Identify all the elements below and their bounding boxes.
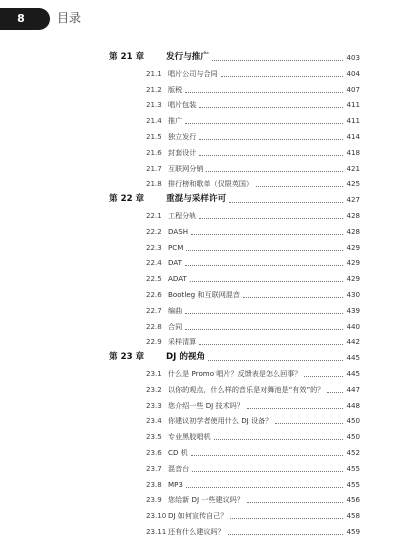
page-reference: 404 (346, 68, 360, 78)
leader-dots (186, 486, 344, 488)
page-reference: 445 (346, 368, 360, 378)
section-title: 推广 (168, 116, 183, 126)
toc-chapter-row[interactable] (0, 50, 400, 66)
leader-dots (185, 264, 343, 266)
section-title: ADAT (168, 274, 187, 284)
section-number: 23.8 (146, 479, 162, 489)
section-number: 22.7 (146, 305, 162, 315)
section-number: 22.2 (146, 226, 162, 236)
section-number: 23.5 (146, 432, 162, 442)
section-number: 22.1 (146, 210, 162, 220)
leader-dots (185, 91, 343, 93)
toc-section-row[interactable] (0, 161, 400, 177)
leader-dots (199, 154, 343, 156)
page-reference: 429 (346, 274, 360, 284)
toc-section-row[interactable] (0, 492, 400, 508)
section-title: 唱片包装 (168, 100, 197, 110)
section-title: DJ 如何宣传自己？ (168, 511, 228, 521)
leader-dots (304, 375, 343, 377)
section-title: 唱片公司与合同 (168, 68, 218, 78)
toc-section-row[interactable] (0, 97, 400, 113)
page-reference: 447 (346, 384, 360, 394)
leader-dots (228, 533, 344, 535)
leader-dots (206, 170, 343, 172)
page-reference: 448 (346, 400, 360, 410)
section-number: 23.4 (146, 416, 162, 426)
toc-section-row[interactable] (0, 398, 400, 414)
page-header (0, 0, 400, 32)
toc-section-row[interactable] (0, 429, 400, 445)
page-reference: 411 (346, 100, 360, 110)
section-number: 23.7 (146, 463, 162, 473)
section-number: 22.8 (146, 321, 162, 331)
leader-dots (212, 59, 343, 61)
section-number: 23.6 (146, 447, 162, 457)
leader-dots (199, 343, 343, 345)
leader-dots (229, 201, 343, 203)
toc-section-row[interactable] (0, 319, 400, 335)
section-title: 独立发行 (168, 131, 197, 141)
toc-section-row[interactable] (0, 461, 400, 477)
toc-section-row[interactable] (0, 287, 400, 303)
section-number: 22.4 (146, 258, 162, 268)
leader-dots (243, 296, 343, 298)
leader-dots (199, 217, 343, 219)
toc-section-row[interactable] (0, 413, 400, 429)
page-reference: 439 (346, 305, 360, 315)
section-number: 21.1 (146, 68, 162, 78)
page-reference: 427 (346, 195, 360, 205)
section-number: 23.11 (146, 526, 167, 536)
page-reference: 459 (346, 526, 360, 536)
section-number: 22.9 (146, 337, 162, 347)
section-title: 排行榜和歌单（仅限英国） (168, 179, 254, 189)
leader-dots (199, 138, 343, 140)
toc-section-row[interactable] (0, 145, 400, 161)
page-reference: 458 (346, 511, 360, 521)
section-title: MP3 (168, 479, 183, 489)
section-number: 23.9 (146, 495, 162, 505)
section-title: 互联网分销 (168, 163, 204, 173)
section-number: 23.10 (146, 511, 167, 521)
section-title: DASH (168, 226, 189, 236)
section-number: 21.4 (146, 116, 162, 126)
section-title: 您给新 DJ 一些建议吗？ (168, 495, 244, 505)
section-title: 专业黑胶唱机 (168, 432, 211, 442)
section-title: 你建议初学者使用什么 DJ 设备？ (168, 416, 273, 426)
section-title: 工程分轨 (168, 210, 197, 220)
page-number: 8 (17, 12, 25, 25)
section-number: 23.1 (146, 368, 162, 378)
page-reference: 440 (346, 321, 360, 331)
toc-section-row[interactable] (0, 366, 400, 382)
page-reference: 445 (346, 353, 360, 363)
section-number: 21.6 (146, 147, 162, 157)
toc-section-row[interactable] (0, 334, 400, 350)
section-title: 什么是 Promo 唱片？反馈表是怎么回事？ (168, 368, 302, 378)
toc-section-row[interactable] (0, 240, 400, 256)
toc-section-row[interactable] (0, 176, 400, 192)
toc-section-row[interactable] (0, 255, 400, 271)
chapter-number: 第 22 章 (109, 194, 145, 205)
leader-dots (191, 454, 344, 456)
leader-dots (185, 328, 343, 330)
section-number: 22.5 (146, 274, 162, 284)
page-reference: 456 (346, 495, 360, 505)
table-of-contents (0, 50, 400, 540)
chapter-number: 第 21 章 (109, 52, 145, 62)
chapter-title: DJ 的视角 (166, 352, 206, 363)
leader-dots (186, 249, 343, 251)
section-number: 21.5 (146, 131, 162, 141)
page-reference: 403 (346, 53, 360, 62)
section-title: 合同 (168, 321, 183, 331)
section-number: 22.6 (146, 289, 162, 299)
leader-dots (275, 422, 343, 424)
leader-dots (214, 438, 344, 440)
page-reference: 429 (346, 242, 360, 252)
page-reference: 442 (346, 337, 360, 347)
section-title: 还有什么建议吗？ (168, 526, 225, 536)
page-reference: 450 (346, 432, 360, 442)
page-reference: 452 (346, 447, 360, 457)
toc-section-row[interactable] (0, 524, 400, 540)
page-reference: 414 (346, 131, 360, 141)
toc-section-row[interactable] (0, 508, 400, 524)
page-reference: 450 (346, 416, 360, 426)
chapter-title: 发行与推广 (166, 52, 209, 62)
page-reference: 428 (346, 210, 360, 220)
section-title: DAT (168, 258, 182, 268)
leader-dots (230, 517, 343, 519)
header-title: 目录 (57, 11, 82, 25)
section-title: 封套设计 (168, 147, 197, 157)
chapter-title: 重混与采样许可 (166, 194, 227, 205)
chapter-number: 第 23 章 (109, 352, 145, 363)
section-title: Bootleg 和互联网混音 (168, 289, 240, 299)
page-reference: 430 (346, 289, 360, 299)
page-reference: 418 (346, 147, 360, 157)
page-reference: 421 (346, 163, 360, 173)
toc-chapter-row[interactable] (0, 192, 400, 208)
toc-section-row[interactable] (0, 303, 400, 319)
leader-dots (256, 185, 343, 187)
section-title: CD 机 (168, 447, 188, 457)
leader-dots (185, 122, 343, 124)
section-number: 23.2 (146, 384, 162, 394)
toc-section-row[interactable] (0, 224, 400, 240)
page-reference: 425 (346, 179, 360, 189)
page-reference: 411 (346, 116, 360, 126)
leader-dots (192, 470, 343, 472)
toc-section-row[interactable] (0, 445, 400, 461)
toc-section-row[interactable] (0, 382, 400, 398)
page-reference: 407 (346, 84, 360, 94)
page-reference: 455 (346, 463, 360, 473)
leader-dots (199, 106, 343, 108)
page-reference: 428 (346, 226, 360, 236)
section-number: 22.3 (146, 242, 162, 252)
toc-section-row[interactable] (0, 271, 400, 287)
leader-dots (185, 312, 343, 314)
section-title: PCM (168, 242, 184, 252)
toc-section-row[interactable] (0, 66, 400, 82)
section-title: 以你的观点，什么样的音乐是对舞池是“有效”的？ (168, 384, 325, 394)
toc-section-row[interactable] (0, 208, 400, 224)
leader-dots (191, 233, 343, 235)
section-number: 21.8 (146, 179, 162, 189)
section-title: 混音台 (168, 463, 190, 473)
toc-section-row[interactable] (0, 129, 400, 145)
page-reference: 455 (346, 479, 360, 489)
leader-dots (247, 407, 344, 409)
section-number: 21.2 (146, 84, 162, 94)
toc-section-row[interactable] (0, 82, 400, 98)
section-title: 编曲 (168, 305, 183, 315)
toc-section-row[interactable] (0, 113, 400, 129)
leader-dots (327, 391, 343, 393)
section-title: 您介绍一些 DJ 技术吗？ (168, 400, 244, 410)
section-title: 采样清算 (168, 337, 197, 347)
leader-dots (208, 359, 343, 361)
toc-section-row[interactable] (0, 477, 400, 493)
leader-dots (190, 280, 344, 282)
leader-dots (221, 75, 344, 77)
section-number: 23.3 (146, 400, 162, 410)
section-number: 21.3 (146, 100, 162, 110)
toc-chapter-row[interactable] (0, 350, 400, 366)
section-title: 版税 (168, 84, 183, 94)
section-number: 21.7 (146, 163, 162, 173)
page-reference: 429 (346, 258, 360, 268)
